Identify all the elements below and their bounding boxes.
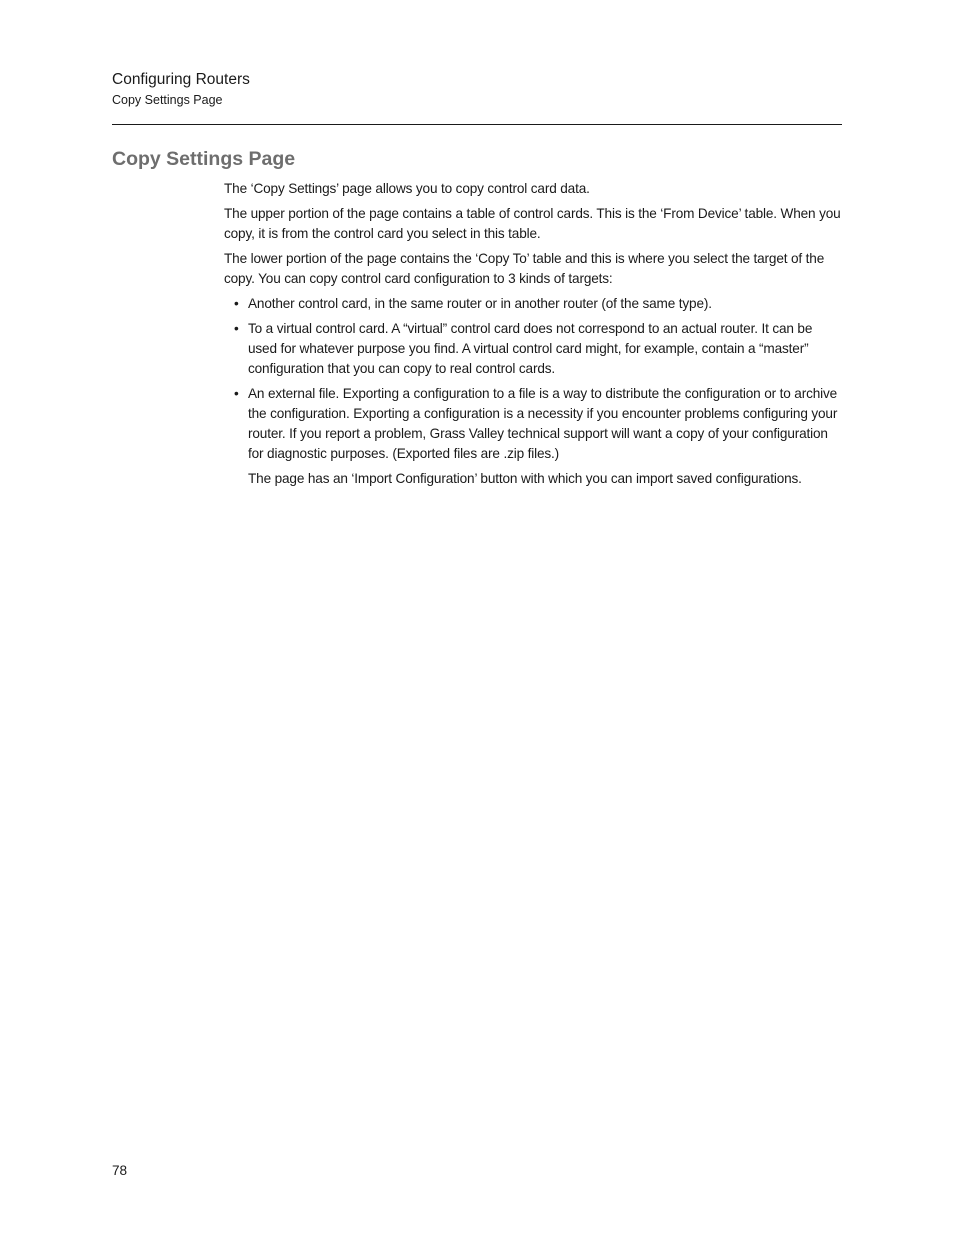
paragraph-upper-portion: The upper portion of the page contains a table of control cards. This is the ‘From Device’ table. When you copy, it is from the control card you select in this table. [224,206,841,241]
list-item-text: To a virtual control card. A “virtual” control card does not correspond to an actual router. It can be used for whatever purpose you find. A virtual control card might, for example, contain a “master” configuration that you can copy to real control cards. [248,321,813,376]
target-kinds-list [224,294,842,464]
list-item [224,384,842,464]
chapter-title: Configuring Routers [112,71,250,88]
bullet-icon: • [234,386,239,401]
list-item-text: Another control card, in the same router or in another router (of the same type). [248,296,712,311]
body-text [224,179,842,489]
running-header [112,70,842,109]
running-section-title: Copy Settings Page [112,93,223,107]
bullet-icon: • [234,321,239,336]
page-number: 78 [112,1163,128,1178]
paragraph-import-configuration: The page has an ‘Import Configuration’ button with which you can import saved configurations. [248,471,802,486]
list-item [224,319,842,379]
paragraph-lower-portion: The lower portion of the page contains the ‘Copy To’ table and this is where you select the target of the copy. You can copy control card configuration to 3 kinds of targets: [224,251,825,286]
header-divider [112,124,842,125]
list-item [224,294,842,314]
page-title: Copy Settings Page [112,148,296,170]
list-item-text: An external file. Exporting a configuration to a file is a way to distribute the configuration or to archive the configuration. Exporting a configuration is a necessity if you encounter problems configuring your router. If you report a problem, Grass Valley technical support will want a copy of your configuration for diagnostic purposes. (Exported files are .zip files.) [248,386,838,461]
paragraph-intro: The ‘Copy Settings’ page allows you to copy control card data. [224,181,590,196]
bullet-icon: • [234,296,239,311]
